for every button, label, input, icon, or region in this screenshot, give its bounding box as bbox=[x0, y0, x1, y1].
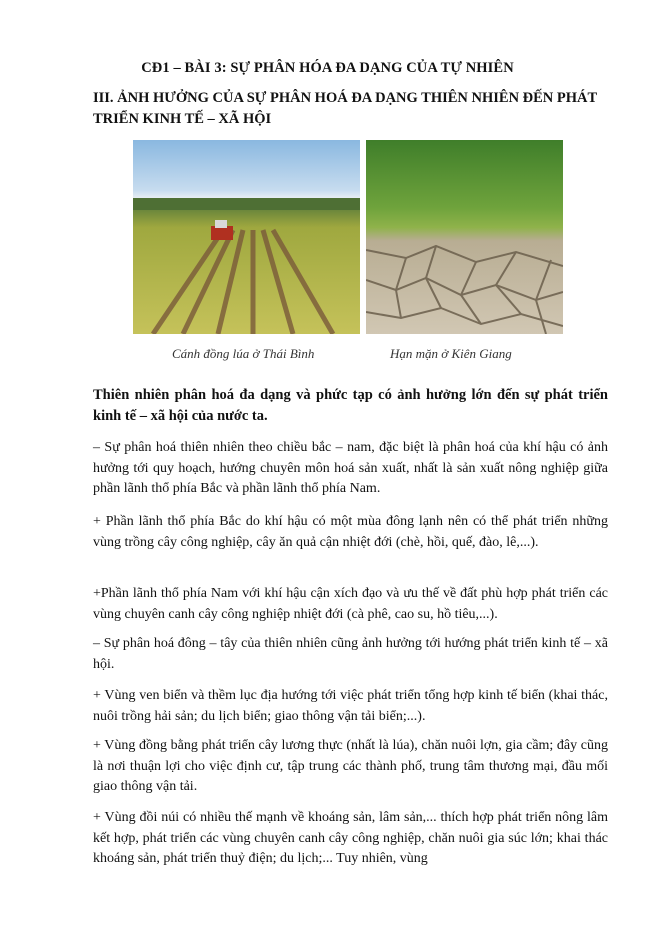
figure-caption-right: Hạn mặn ở Kiên Giang bbox=[390, 346, 512, 361]
paragraph: +Phần lãnh thổ phía Nam với khí hậu cận xích đạo và ưu thế về đất phù hợp phát triển các vùng chuyên canh cây công nghiệp nhiệt đới (cà phê, cao su, hồ tiêu,...). bbox=[93, 586, 608, 622]
section-heading: III. ẢNH HƯỞNG CỦA SỰ PHÂN HOÁ ĐA DẠNG THIÊN NHIÊN ĐẾN PHÁT TRIỂN KINH TẾ – XÃ HỘI bbox=[93, 90, 597, 127]
paragraph: + Phần lãnh thổ phía Bắc do khí hậu có một mùa đông lạnh nên có thể phát triển những vùng trồng cây công nghiệp, cây ăn quả cận nhiệt đới (chè, hồi, quế, đào, lê,...). bbox=[93, 514, 608, 550]
figure-caption-left: Cánh đồng lúa ở Thái Bình bbox=[172, 346, 315, 361]
paragraph: – Sự phân hoá thiên nhiên theo chiều bắc – nam, đặc biệt là phân hoá của khí hậu có ảnh hưởng tới quy hoạch, hướng chuyên môn hoá sản xuất, nhất là sản xuất nông nghiệp giữa phần lãnh thổ phía Bắc và phần lãnh thổ phía Nam. bbox=[93, 440, 608, 496]
paragraph: + Vùng ven biển và thềm lục địa hướng tới việc phát triển tổng hợp kinh tế biển (khai thác, nuôi trồng hải sản; du lịch biển; giao thông vận tải biển;...). bbox=[93, 688, 608, 724]
lead-paragraph: Thiên nhiên phân hoá đa dạng và phức tạp có ảnh hưởng lớn đến sự phát triển kinh tế – xã hội của nước ta. bbox=[93, 387, 608, 424]
paragraph: – Sự phân hoá đông – tây của thiên nhiên cũng ảnh hưởng tới hướng phát triển kinh tế – xã hội. bbox=[93, 636, 608, 672]
paragraph: + Vùng đồng bằng phát triển cây lương thực (nhất là lúa), chăn nuôi lợn, gia cầm; đây cũng là nơi thuận lợi cho việc định cư, tập trung các thành phố, trung tâm thương mại, đầu mối giao thông vận tải. bbox=[93, 738, 608, 794]
lesson-title: CĐ1 – BÀI 3: SỰ PHÂN HÓA ĐA DẠNG CỦA TỰ NHIÊN bbox=[141, 60, 514, 76]
paragraph: + Vùng đồi núi có nhiều thế mạnh về khoáng sản, lâm sản,... thích hợp phát triển nông lâm kết hợp, phát triển các vùng chuyên canh cây công nghiệp, chăn nuôi gia súc lớn; khai thác khoáng sản, phát triển thuỷ điện; du lịch;... Tuy nhiên, vùng bbox=[93, 810, 608, 866]
drought-salinity-photo bbox=[366, 140, 563, 334]
rice-field-photo bbox=[133, 140, 360, 334]
